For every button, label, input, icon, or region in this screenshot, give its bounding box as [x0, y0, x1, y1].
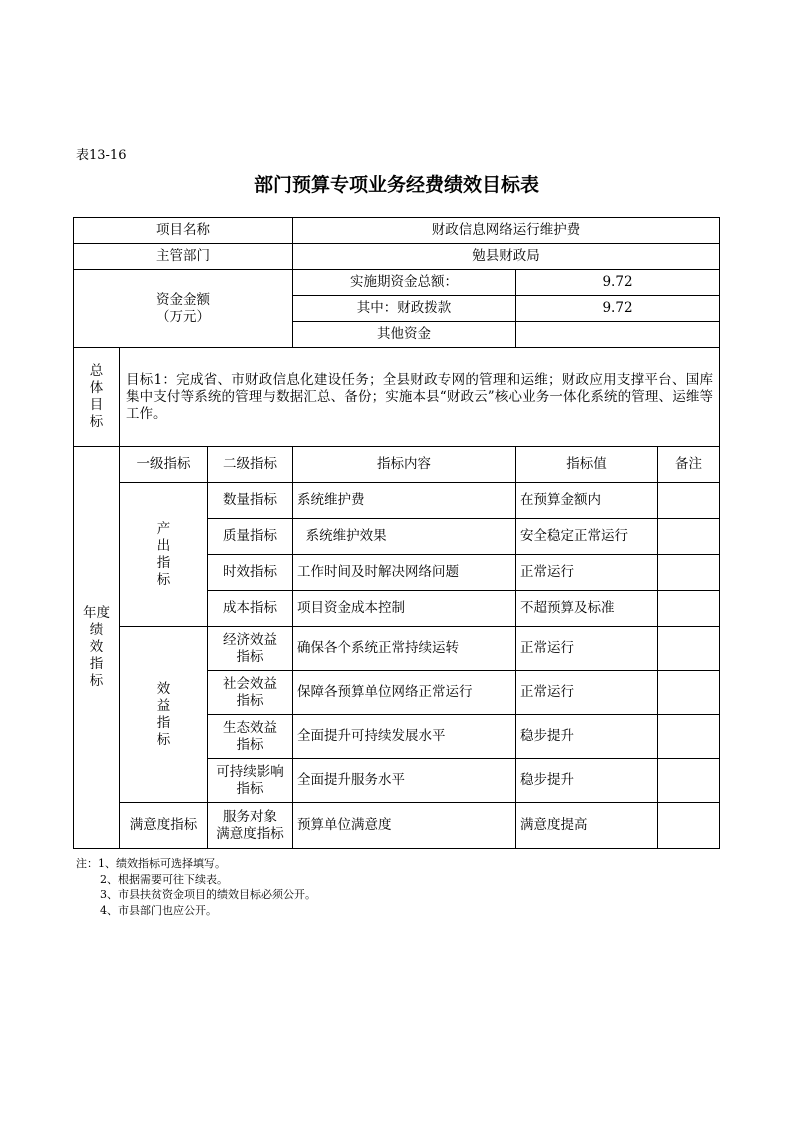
level2-line: 指标 [236, 648, 264, 665]
footnote: 4、市县部门也应公开。 [100, 903, 217, 917]
note-cell [658, 671, 720, 715]
note-cell [658, 627, 720, 671]
project-name-row [74, 218, 720, 244]
header-level2: 二级指标 [208, 447, 293, 483]
output-group-char: 出 [156, 537, 171, 554]
annual-indicator-label-char: 年度 [83, 605, 110, 621]
fund-amount-label-line1: 资金金额 [156, 291, 210, 308]
content-cell: 全面提升服务水平 [293, 759, 516, 803]
level2-line: 指标 [236, 736, 264, 753]
note-cell [658, 591, 720, 627]
content-cell: 保障各预算单位网络正常运行 [293, 671, 516, 715]
level2-line: 可持续影响 [216, 763, 284, 780]
overall-goal-label-char: 标 [89, 414, 104, 430]
header-content: 指标内容 [293, 447, 516, 483]
output-indicator-group [120, 483, 208, 627]
page-title: 部门预算专项业务经费绩效目标表 [253, 174, 539, 196]
value-cell: 正常运行 [516, 627, 658, 671]
value-cell: 正常运行 [516, 671, 658, 715]
table-row [74, 803, 720, 849]
fund-other-label: 其他资金 [293, 322, 516, 348]
level2-cell [208, 803, 293, 849]
level2-cell [208, 759, 293, 803]
level2-line: 指标 [236, 692, 264, 709]
output-group-char: 产 [156, 520, 171, 537]
level2-cell: 成本指标 [208, 591, 293, 627]
department-value: 勉县财政局 [293, 244, 720, 270]
content-cell: 工作时间及时解决网络问题 [293, 555, 516, 591]
header-value: 指标值 [516, 447, 658, 483]
performance-target-table [73, 217, 720, 849]
footnote: 3、市县扶贫资金项目的绩效目标必须公开。 [100, 888, 316, 901]
level2-line: 生态效益 [223, 719, 277, 736]
level2-cell: 数量指标 [208, 483, 293, 519]
annual-indicator-label-char: 绩 [89, 622, 104, 638]
fund-fiscal-label: 其中：财政拨款 [293, 296, 516, 322]
value-cell: 安全稳定正常运行 [516, 519, 658, 555]
department-row [74, 244, 720, 270]
fund-fiscal-value: 9.72 [516, 296, 720, 322]
overall-goal-text: 目标1：完成省、市财政信息化建设任务；全县财政专网的管理和运维；财政应用支撑平台、国库集中支付等系统的管理与数据汇总、备份；实施本县“财政云”核心业务一体化系统的管理、运维等工作。 [120, 348, 720, 447]
table-row [74, 483, 720, 519]
content-cell: 系统维护费 [293, 483, 516, 519]
level2-line: 服务对象 [223, 808, 277, 825]
fund-amount-label [74, 270, 293, 348]
header-note: 备注 [658, 447, 720, 483]
content-cell: 确保各个系统正常持续运转 [293, 627, 516, 671]
annual-indicator-label [74, 447, 120, 849]
indicator-header-row [74, 447, 720, 483]
satisfaction-indicator-group: 满意度指标 [120, 803, 208, 849]
footnote: 2、根据需要可往下续表。 [100, 872, 228, 886]
content-cell: 项目资金成本控制 [293, 591, 516, 627]
level2-line: 指标 [236, 780, 264, 797]
level2-cell [208, 627, 293, 671]
note-cell [658, 759, 720, 803]
overall-goal-label-char: 目 [89, 397, 104, 413]
fund-other-value [516, 322, 720, 348]
benefit-indicator-group [120, 627, 208, 803]
value-cell: 满意度提高 [516, 803, 658, 849]
department-label: 主管部门 [74, 244, 293, 270]
header-level1: 一级指标 [120, 447, 208, 483]
note-cell [658, 555, 720, 591]
overall-goal-label-char: 体 [89, 380, 104, 396]
value-cell: 正常运行 [516, 555, 658, 591]
note-cell [658, 715, 720, 759]
value-cell: 稳步提升 [516, 715, 658, 759]
footnotes [76, 856, 316, 918]
level2-cell: 质量指标 [208, 519, 293, 555]
overall-goal-row [74, 348, 720, 447]
annual-indicator-label-char: 指 [89, 656, 104, 672]
level2-cell [208, 671, 293, 715]
project-name-value: 财政信息网络运行维护费 [293, 218, 720, 244]
content-cell: 预算单位满意度 [293, 803, 516, 849]
overall-goal-label [74, 348, 120, 447]
level2-line: 经济效益 [223, 631, 277, 648]
overall-goal-label-char: 总 [89, 363, 104, 379]
project-name-label: 项目名称 [74, 218, 293, 244]
value-cell: 在预算金额内 [516, 483, 658, 519]
footnote: 注：1、绩效指标可选择填写。 [76, 857, 226, 870]
note-cell [658, 803, 720, 849]
benefit-group-char: 指 [156, 714, 171, 731]
table-row [74, 627, 720, 671]
annual-indicator-label-char: 标 [89, 673, 104, 689]
benefit-group-char: 效 [156, 680, 171, 697]
benefit-group-char: 标 [156, 731, 171, 748]
fund-total-row [74, 270, 720, 296]
note-cell [658, 519, 720, 555]
content-cell: 全面提升可持续发展水平 [293, 715, 516, 759]
fund-total-value: 9.72 [516, 270, 720, 296]
output-group-char: 指 [156, 554, 171, 571]
level2-line: 社会效益 [223, 675, 277, 692]
table-code: 表13-16 [76, 148, 127, 163]
fund-amount-label-line2: （万元） [156, 308, 210, 325]
level2-cell: 时效指标 [208, 555, 293, 591]
annual-indicator-label-char: 效 [89, 639, 104, 655]
content-cell: 系统维护效果 [293, 519, 516, 555]
value-cell: 不超预算及标准 [516, 591, 658, 627]
level2-line: 满意度指标 [216, 825, 284, 842]
level2-cell [208, 715, 293, 759]
output-group-char: 标 [156, 571, 171, 588]
fund-total-label: 实施期资金总额： [293, 270, 516, 296]
value-cell: 稳步提升 [516, 759, 658, 803]
benefit-group-char: 益 [156, 697, 171, 714]
note-cell [658, 483, 720, 519]
